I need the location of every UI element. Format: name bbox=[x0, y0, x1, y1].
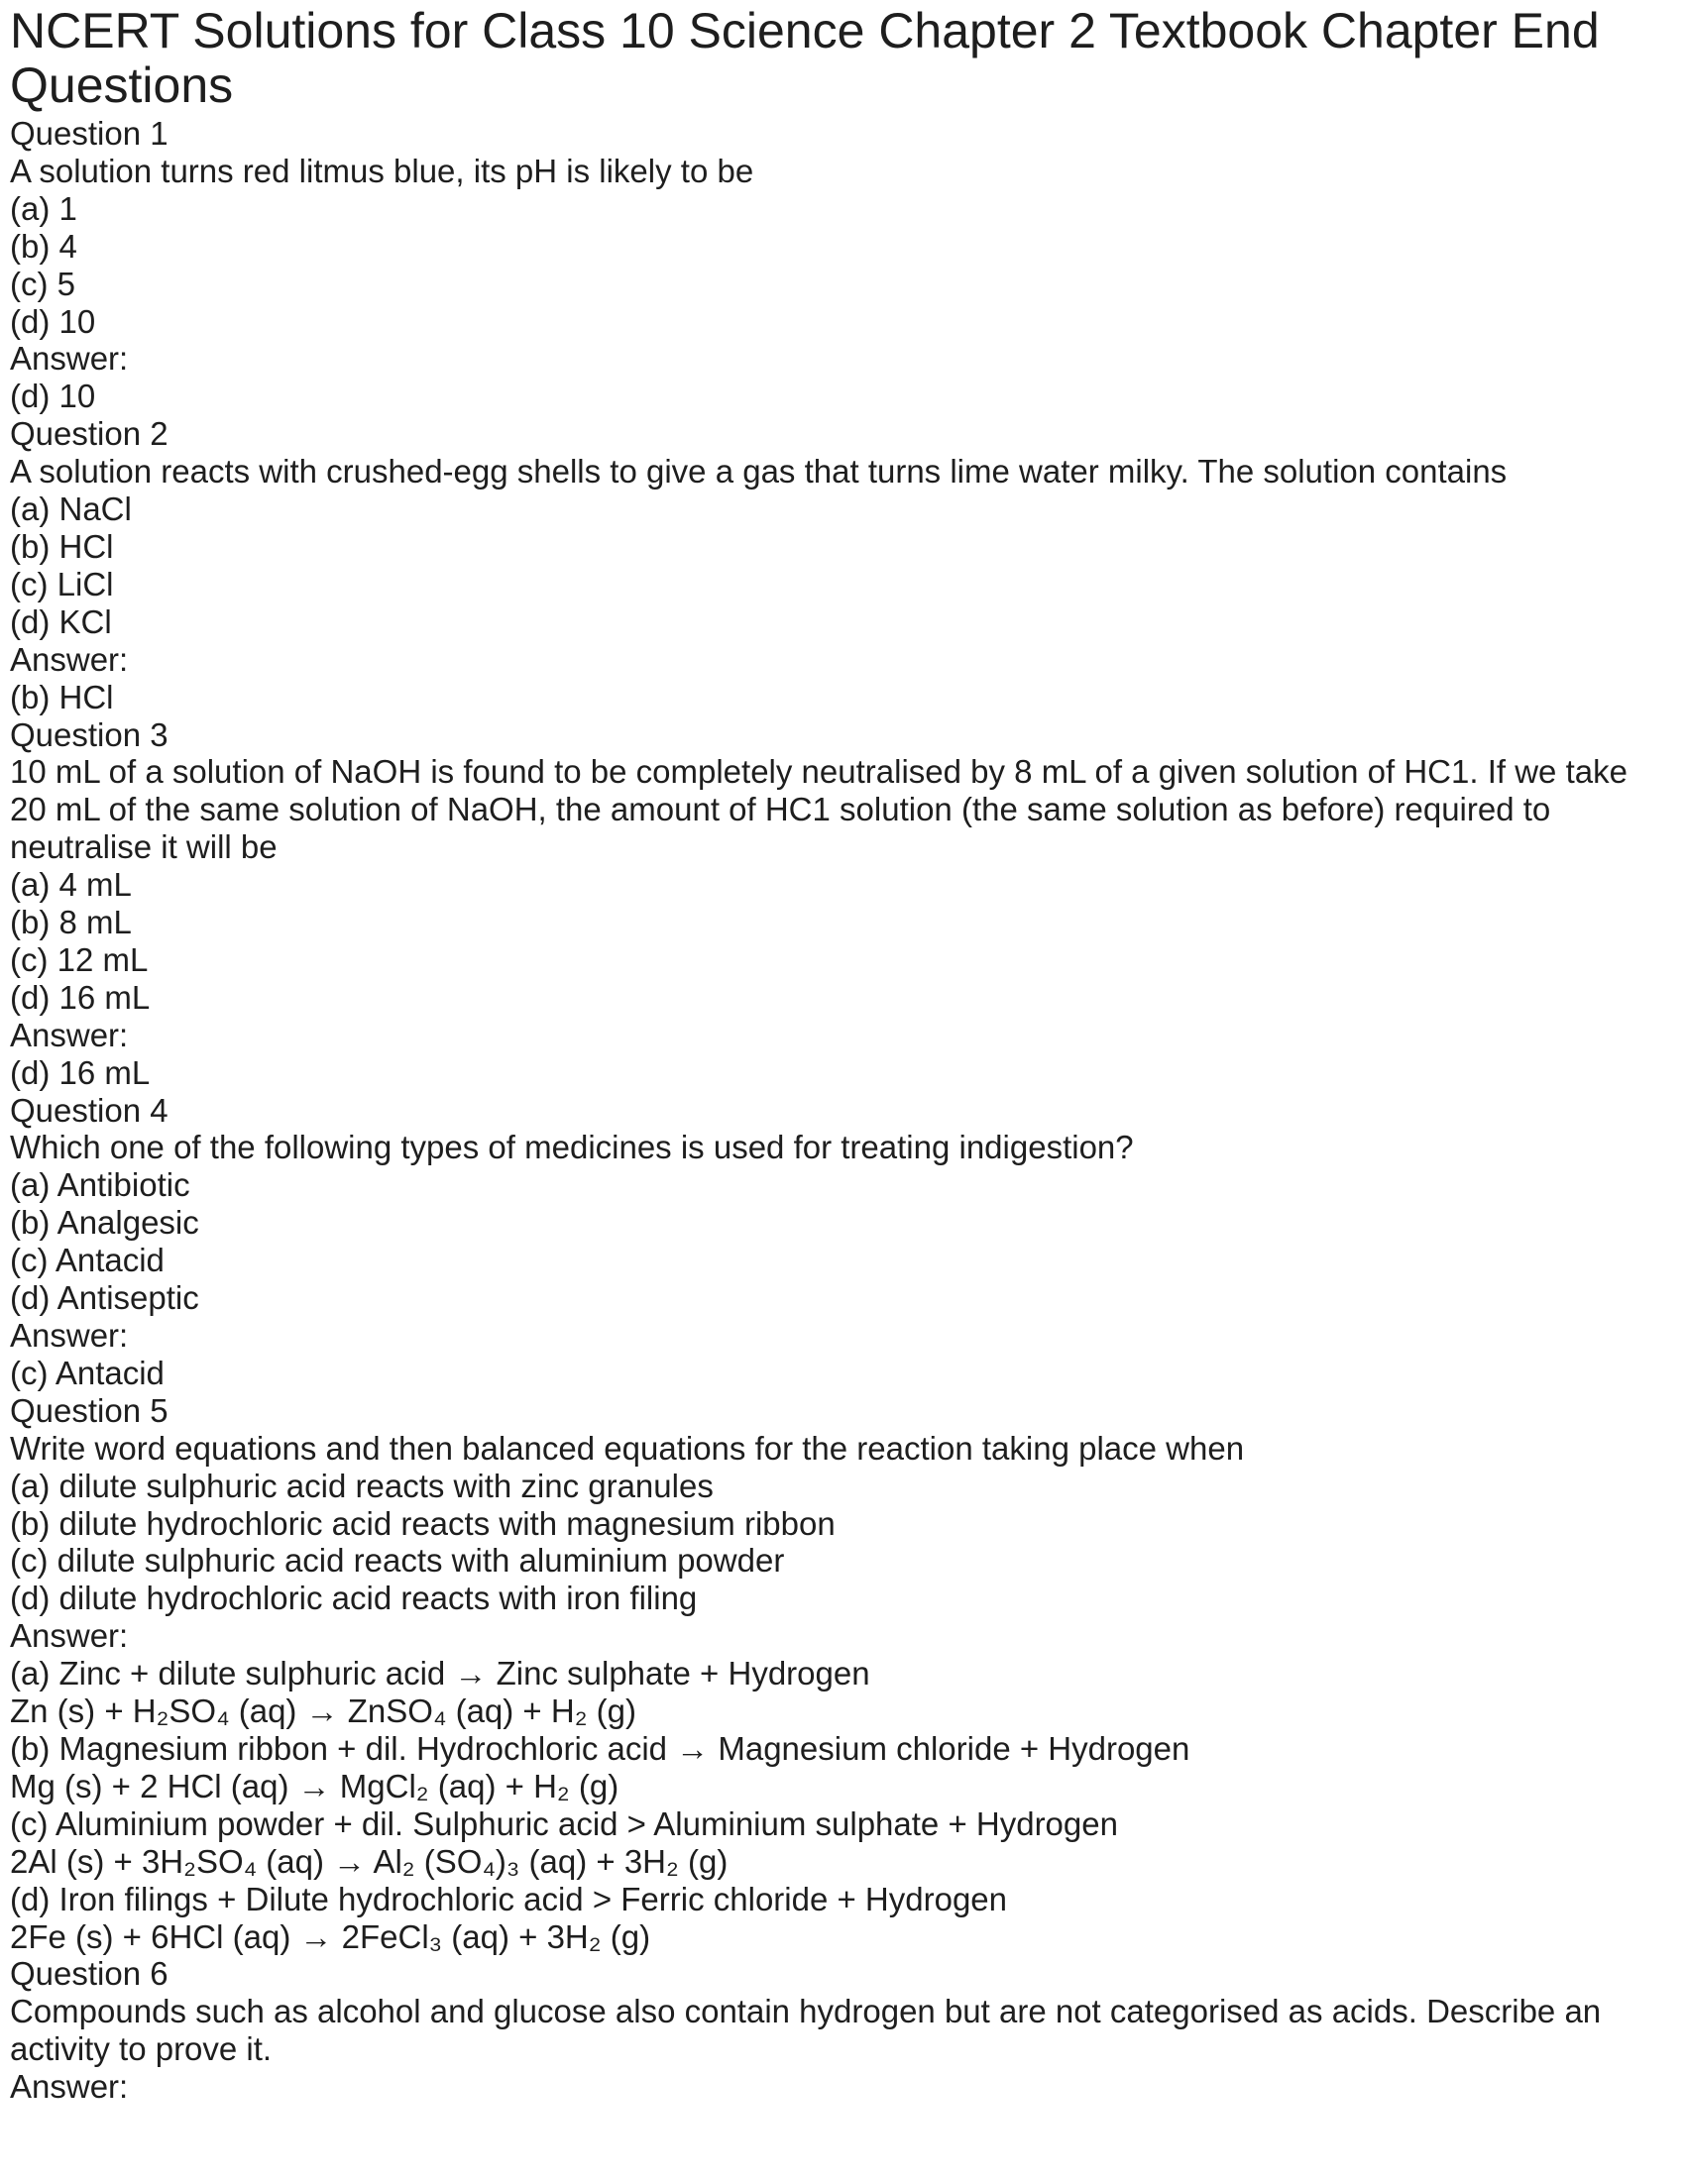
question-text: A solution reacts with crushed-egg shells to give a gas that turns lime water milky. The solution contains bbox=[10, 453, 1508, 491]
option-item: (b) 4 bbox=[10, 227, 77, 265]
answer-label: Answer: bbox=[10, 640, 129, 678]
answer-text: (d) 16 mL bbox=[10, 1053, 151, 1091]
answer-text: (b) HCl bbox=[10, 678, 114, 715]
question-text: Which one of the following types of medicines is used for treating indigestion? bbox=[10, 1129, 1134, 1166]
option-item: (a) 1 bbox=[10, 189, 77, 227]
option-item: (c) Antacid bbox=[10, 1242, 165, 1279]
option-item: (b) dilute hydrochloric acid reacts with magnesium ribbon bbox=[10, 1504, 836, 1542]
option-item: (d) KCl bbox=[10, 602, 112, 640]
question-text: A solution turns red litmus blue, its pH is likely to be bbox=[10, 152, 754, 189]
question-text: Compounds such as alcohol and glucose also contain hydrogen but are not categorised as acids. Describe an bbox=[10, 1993, 1602, 2030]
answer-label: Answer: bbox=[10, 1016, 129, 1053]
answer-label: Answer: bbox=[10, 2068, 129, 2106]
question-heading: Question 3 bbox=[10, 715, 168, 753]
question-text: neutralise it will be bbox=[10, 828, 278, 866]
question-heading: Question 1 bbox=[10, 115, 168, 152]
question-block bbox=[10, 1092, 1675, 1392]
page-title: NCERT Solutions for Class 10 Science Chapter 2 Textbook Chapter End Questions bbox=[10, 3, 1600, 113]
question-block bbox=[10, 115, 1675, 415]
option-item: (a) 4 mL bbox=[10, 866, 132, 904]
option-item: (c) 5 bbox=[10, 265, 75, 302]
question-text: 20 mL of the same solution of NaOH, the amount of HC1 solution (the same solution as before) required to bbox=[10, 791, 1551, 828]
answer-text: (b) Magnesium ribbon + dil. Hydrochloric acid → Magnesium chloride + Hydrogen bbox=[10, 1729, 1190, 1767]
question-block bbox=[10, 415, 1675, 715]
question-text: Write word equations and then balanced equations for the reaction taking place when bbox=[10, 1429, 1245, 1467]
document bbox=[0, 4, 1685, 2106]
option-item: (d) dilute hydrochloric acid reacts with iron filing bbox=[10, 1580, 698, 1617]
answer-text: (d) 10 bbox=[10, 378, 96, 415]
answer-text: (d) Iron filings + Dilute hydrochloric acid > Ferric chloride + Hydrogen bbox=[10, 1880, 1008, 1917]
question-heading: Question 6 bbox=[10, 1955, 168, 1993]
question-heading: Question 5 bbox=[10, 1391, 168, 1429]
question-text: activity to prove it. bbox=[10, 2030, 273, 2068]
option-item: (d) 10 bbox=[10, 302, 96, 340]
option-item: (a) dilute sulphuric acid reacts with zinc granules bbox=[10, 1467, 714, 1504]
option-item: (b) Analgesic bbox=[10, 1204, 199, 1242]
option-item: (b) 8 mL bbox=[10, 904, 132, 941]
question-text: 10 mL of a solution of NaOH is found to be completely neutralised by 8 mL of a given solution of HC1. If we take bbox=[10, 753, 1628, 791]
answer-text: (a) Zinc + dilute sulphuric acid → Zinc sulphate + Hydrogen bbox=[10, 1655, 870, 1693]
option-item: (d) 16 mL bbox=[10, 978, 151, 1016]
answer-text: 2Al (s) + 3H₂SO₄ (aq) → Al₂ (SO₄)₃ (aq) + 3H₂ (g) bbox=[10, 1842, 729, 1880]
answer-text: (c) Antacid bbox=[10, 1354, 165, 1391]
option-item: (c) dilute sulphuric acid reacts with aluminium powder bbox=[10, 1542, 785, 1580]
answer-label: Answer: bbox=[10, 340, 129, 378]
question-block bbox=[10, 1955, 1675, 2106]
option-item: (d) Antiseptic bbox=[10, 1279, 199, 1317]
answer-label: Answer: bbox=[10, 1617, 129, 1655]
question-block bbox=[10, 1392, 1675, 1956]
answer-label: Answer: bbox=[10, 1317, 129, 1354]
question-heading: Question 2 bbox=[10, 415, 168, 453]
option-item: (c) LiCl bbox=[10, 565, 114, 602]
answer-text: 2Fe (s) + 6HCl (aq) → 2FeCl₃ (aq) + 3H₂ (g) bbox=[10, 1917, 651, 1955]
option-item: (b) HCl bbox=[10, 527, 114, 565]
answer-text: (c) Aluminium powder + dil. Sulphuric acid > Aluminium sulphate + Hydrogen bbox=[10, 1804, 1118, 1842]
option-item: (a) NaCl bbox=[10, 491, 132, 528]
question-block bbox=[10, 716, 1675, 1092]
answer-text: Mg (s) + 2 HCl (aq) → MgCl₂ (aq) + H₂ (g) bbox=[10, 1767, 619, 1804]
questions-list bbox=[10, 115, 1675, 2106]
answer-text: Zn (s) + H₂SO₄ (aq) → ZnSO₄ (aq) + H₂ (g) bbox=[10, 1693, 637, 1730]
option-item: (c) 12 mL bbox=[10, 940, 149, 978]
option-item: (a) Antibiotic bbox=[10, 1166, 190, 1204]
question-heading: Question 4 bbox=[10, 1091, 168, 1129]
